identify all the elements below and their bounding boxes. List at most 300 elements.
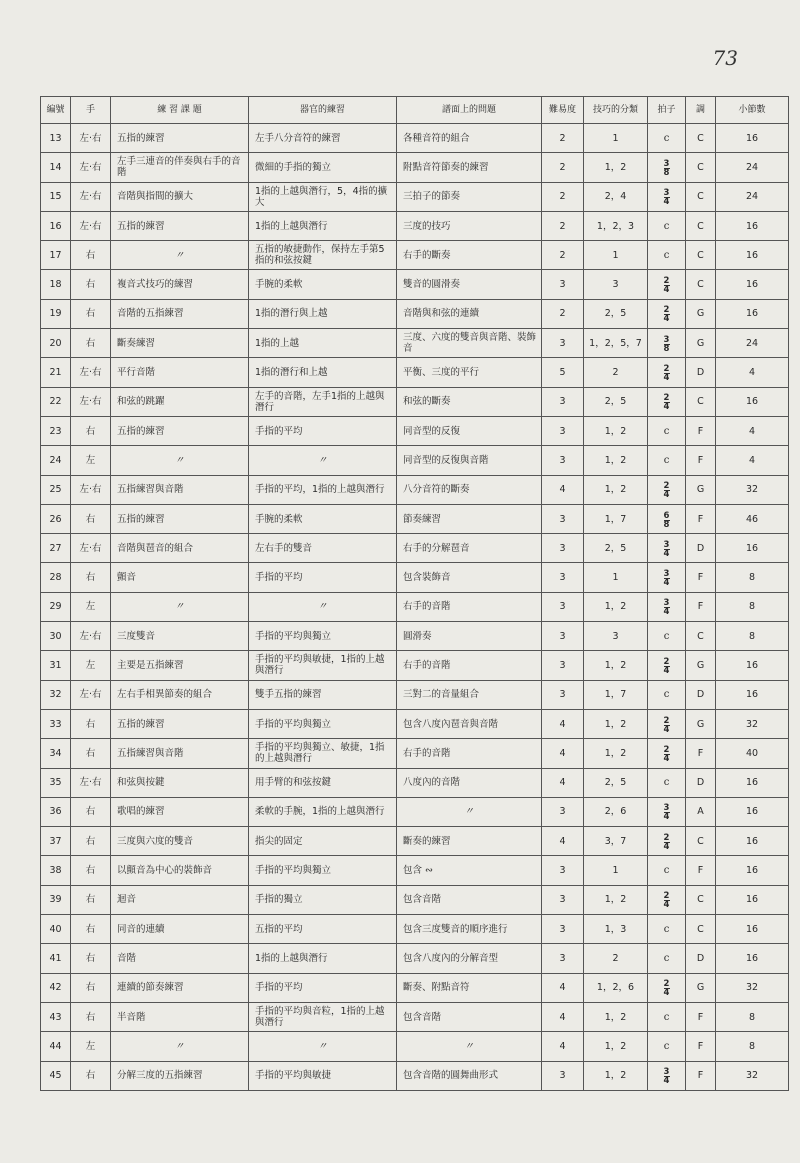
row-skill: 1，7 (584, 504, 648, 533)
row-hand: 右 (71, 973, 111, 1002)
row-bars: 16 (716, 827, 789, 856)
row-difficulty: 3 (542, 387, 584, 416)
row-key: G (686, 329, 716, 358)
table-row (41, 504, 789, 533)
row-bars: 16 (716, 915, 789, 944)
row-bars: 24 (716, 329, 789, 358)
row-key: F (686, 856, 716, 885)
row-topic: 五指的練習 (111, 211, 249, 240)
table-row (41, 973, 789, 1002)
row-topic: 平行音階 (111, 358, 249, 387)
header-organ: 器官的練習 (249, 97, 397, 124)
row-hand: 左·右 (71, 387, 111, 416)
row-key: G (686, 651, 716, 680)
table-row (41, 563, 789, 592)
row-meter (648, 182, 686, 211)
row-key: C (686, 153, 716, 182)
row-difficulty: 3 (542, 944, 584, 973)
row-problem: 斷奏的練習 (397, 827, 542, 856)
table-row (41, 827, 789, 856)
time-signature: $\frac{2}{4}$ (663, 979, 670, 999)
header-difficulty: 難易度 (542, 97, 584, 124)
row-key: D (686, 768, 716, 797)
row-key: G (686, 299, 716, 328)
row-topic: 音階與指間的擴大 (111, 182, 249, 211)
header-problem: 譜面上的問題 (397, 97, 542, 124)
row-number: 28 (41, 563, 71, 592)
row-key: C (686, 622, 716, 651)
row-topic: 斷奏練習 (111, 329, 249, 358)
row-topic: 三度與六度的雙音 (111, 827, 249, 856)
table-row (41, 270, 789, 299)
row-skill: 1 (584, 124, 648, 153)
row-organ: 用手臂的和弦按鍵 (249, 768, 397, 797)
row-organ: 手指的獨立 (249, 885, 397, 914)
row-problem: 雙音的圓滑奏 (397, 270, 542, 299)
row-meter (648, 709, 686, 738)
row-difficulty: 4 (542, 739, 584, 768)
row-hand: 左·右 (71, 622, 111, 651)
table-row (41, 153, 789, 182)
row-key: F (686, 504, 716, 533)
row-bars: 32 (716, 475, 789, 504)
row-skill: 1，2，3 (584, 211, 648, 240)
row-difficulty: 2 (542, 211, 584, 240)
row-skill: 3，7 (584, 827, 648, 856)
row-skill: 2，6 (584, 797, 648, 826)
row-hand: 左 (71, 592, 111, 621)
row-organ: 手腕的柔軟 (249, 504, 397, 533)
row-bars: 40 (716, 739, 789, 768)
row-meter: c (648, 124, 686, 153)
row-topic: 音階 (111, 944, 249, 973)
row-hand: 右 (71, 504, 111, 533)
row-difficulty: 3 (542, 329, 584, 358)
row-difficulty: 3 (542, 797, 584, 826)
row-organ: 左右手的雙音 (249, 534, 397, 563)
row-bars: 8 (716, 622, 789, 651)
row-topic: 和弦與按鍵 (111, 768, 249, 797)
row-problem: 各種音符的組合 (397, 124, 542, 153)
row-hand: 右 (71, 1002, 111, 1031)
row-skill: 2，5 (584, 534, 648, 563)
row-meter: c (648, 211, 686, 240)
row-organ: 五指的平均 (249, 915, 397, 944)
row-skill: 1，2 (584, 475, 648, 504)
row-problem: 平衡、三度的平行 (397, 358, 542, 387)
row-bars: 16 (716, 680, 789, 709)
row-problem: 〃 (397, 797, 542, 826)
row-difficulty: 4 (542, 827, 584, 856)
row-bars: 16 (716, 270, 789, 299)
row-bars: 16 (716, 885, 789, 914)
row-bars: 4 (716, 416, 789, 445)
row-problem: 八度內的音階 (397, 768, 542, 797)
row-number: 23 (41, 416, 71, 445)
row-skill: 1，2 (584, 1002, 648, 1031)
row-hand: 右 (71, 827, 111, 856)
row-key: C (686, 885, 716, 914)
row-key: F (686, 739, 716, 768)
row-meter: c (648, 768, 686, 797)
row-meter: c (648, 241, 686, 270)
row-problem: 三對二的音量組合 (397, 680, 542, 709)
row-meter (648, 1061, 686, 1090)
time-signature: $\frac{2}{4}$ (663, 656, 670, 676)
row-organ: 手指的平均與敏捷 (249, 1061, 397, 1090)
row-difficulty: 2 (542, 182, 584, 211)
row-problem: 包含音階的圓舞曲形式 (397, 1061, 542, 1090)
row-number: 36 (41, 797, 71, 826)
row-number: 42 (41, 973, 71, 1002)
row-problem: 音階與和弦的連續 (397, 299, 542, 328)
time-signature: $\frac{3}{8}$ (663, 334, 670, 354)
row-bars: 32 (716, 973, 789, 1002)
row-hand: 右 (71, 944, 111, 973)
row-key: C (686, 241, 716, 270)
row-meter (648, 797, 686, 826)
row-meter (648, 534, 686, 563)
row-key: G (686, 973, 716, 1002)
row-skill: 1，2 (584, 1061, 648, 1090)
row-meter: c (648, 856, 686, 885)
row-number: 33 (41, 709, 71, 738)
row-bars: 16 (716, 241, 789, 270)
table-row (41, 387, 789, 416)
row-difficulty: 3 (542, 446, 584, 475)
row-organ: 左手八分音符的練習 (249, 124, 397, 153)
row-problem: 右手的分解琶音 (397, 534, 542, 563)
row-hand: 左·右 (71, 534, 111, 563)
row-skill: 1，2 (584, 651, 648, 680)
row-skill: 1 (584, 856, 648, 885)
time-signature: $\frac{3}{4}$ (663, 1067, 670, 1087)
time-signature: $\frac{3}{4}$ (663, 598, 670, 618)
row-bars: 16 (716, 534, 789, 563)
row-key: C (686, 827, 716, 856)
row-meter (648, 270, 686, 299)
row-topic: 迴音 (111, 885, 249, 914)
table-row (41, 211, 789, 240)
row-bars: 16 (716, 124, 789, 153)
row-difficulty: 2 (542, 241, 584, 270)
row-meter (648, 651, 686, 680)
row-skill: 1 (584, 241, 648, 270)
row-organ: 1指的潛行與上越 (249, 299, 397, 328)
row-key: D (686, 944, 716, 973)
row-bars: 16 (716, 856, 789, 885)
row-meter (648, 592, 686, 621)
row-hand: 左·右 (71, 124, 111, 153)
row-number: 20 (41, 329, 71, 358)
row-key: F (686, 416, 716, 445)
header-topic: 練 習 課 題 (111, 97, 249, 124)
row-topic: 左右手相異節奏的組合 (111, 680, 249, 709)
row-topic: 音階的五指練習 (111, 299, 249, 328)
row-topic: 〃 (111, 1032, 249, 1061)
row-number: 32 (41, 680, 71, 709)
row-topic: 分解三度的五指練習 (111, 1061, 249, 1090)
row-key: C (686, 124, 716, 153)
table-row (41, 651, 789, 680)
row-meter (648, 504, 686, 533)
row-bars: 46 (716, 504, 789, 533)
time-signature: $\frac{2}{4}$ (663, 891, 670, 911)
row-skill: 2，4 (584, 182, 648, 211)
row-topic: 三度雙音 (111, 622, 249, 651)
row-organ: 手指的平均 (249, 973, 397, 1002)
row-number: 44 (41, 1032, 71, 1061)
row-organ: 手指的平均與音粒，1指的上越與潛行 (249, 1002, 397, 1031)
row-hand: 右 (71, 299, 111, 328)
row-difficulty: 3 (542, 885, 584, 914)
row-hand: 左 (71, 651, 111, 680)
row-hand: 右 (71, 885, 111, 914)
table-row (41, 534, 789, 563)
row-organ: 1指的上越與潛行 (249, 211, 397, 240)
row-difficulty: 2 (542, 153, 584, 182)
row-difficulty: 3 (542, 856, 584, 885)
row-problem: 同音型的反復與音階 (397, 446, 542, 475)
row-meter (648, 475, 686, 504)
row-topic: 五指練習與音階 (111, 739, 249, 768)
row-number: 29 (41, 592, 71, 621)
row-meter: c (648, 446, 686, 475)
row-meter: c (648, 1002, 686, 1031)
row-bars: 4 (716, 358, 789, 387)
row-hand: 左·右 (71, 153, 111, 182)
row-hand: 右 (71, 563, 111, 592)
page-number: 73 (712, 46, 738, 70)
row-hand: 右 (71, 329, 111, 358)
row-difficulty: 3 (542, 915, 584, 944)
time-signature: $\frac{2}{4}$ (663, 276, 670, 296)
row-difficulty: 3 (542, 563, 584, 592)
row-number: 45 (41, 1061, 71, 1090)
row-bars: 16 (716, 944, 789, 973)
row-organ: 手腕的柔軟 (249, 270, 397, 299)
row-organ: 1指的上越與潛行 (249, 944, 397, 973)
row-number: 24 (41, 446, 71, 475)
row-hand: 右 (71, 1061, 111, 1090)
table-row (41, 299, 789, 328)
row-organ: 手指的平均與獨立 (249, 709, 397, 738)
row-meter (648, 153, 686, 182)
row-problem: 右手的音階 (397, 739, 542, 768)
row-difficulty: 3 (542, 1061, 584, 1090)
row-problem: 〃 (397, 1032, 542, 1061)
row-topic: 以顫音為中心的裝飾音 (111, 856, 249, 885)
row-organ: 微細的手指的獨立 (249, 153, 397, 182)
row-key: D (686, 358, 716, 387)
row-topic: 半音階 (111, 1002, 249, 1031)
row-key: D (686, 534, 716, 563)
row-organ: 五指的敏捷動作，保持左手第5指的和弦按鍵 (249, 241, 397, 270)
row-organ: 手指的平均與獨立、敏捷，1指的上越與潛行 (249, 739, 397, 768)
row-key: C (686, 387, 716, 416)
row-organ: 〃 (249, 446, 397, 475)
row-meter (648, 387, 686, 416)
table-body (41, 124, 789, 1091)
row-meter: c (648, 416, 686, 445)
row-difficulty: 3 (542, 504, 584, 533)
row-problem: 右手的音階 (397, 651, 542, 680)
row-meter (648, 885, 686, 914)
row-topic: 主要是五指練習 (111, 651, 249, 680)
row-difficulty: 4 (542, 709, 584, 738)
row-problem: 同音型的反復 (397, 416, 542, 445)
table-row (41, 592, 789, 621)
row-skill: 1，7 (584, 680, 648, 709)
row-organ: 1指的上越與潛行，5，4指的擴大 (249, 182, 397, 211)
row-key: C (686, 270, 716, 299)
row-organ: 指尖的固定 (249, 827, 397, 856)
row-hand: 右 (71, 856, 111, 885)
row-problem: 圓滑奏 (397, 622, 542, 651)
row-number: 22 (41, 387, 71, 416)
row-skill: 1，2 (584, 446, 648, 475)
row-problem: 右手的音階 (397, 592, 542, 621)
row-bars: 16 (716, 211, 789, 240)
row-problem: 包含三度雙音的順序進行 (397, 915, 542, 944)
row-difficulty: 2 (542, 124, 584, 153)
row-skill: 3 (584, 270, 648, 299)
row-meter: c (648, 915, 686, 944)
row-meter (648, 299, 686, 328)
row-organ: 雙手五指的練習 (249, 680, 397, 709)
row-organ: 手指的平均 (249, 416, 397, 445)
row-key: C (686, 915, 716, 944)
row-number: 16 (41, 211, 71, 240)
row-number: 35 (41, 768, 71, 797)
header-number: 編號 (41, 97, 71, 124)
row-number: 13 (41, 124, 71, 153)
row-difficulty: 3 (542, 270, 584, 299)
row-number: 26 (41, 504, 71, 533)
row-bars: 16 (716, 797, 789, 826)
exercise-table-wrapper (40, 96, 788, 1091)
row-number: 39 (41, 885, 71, 914)
row-difficulty: 3 (542, 592, 584, 621)
row-topic: 複音式技巧的練習 (111, 270, 249, 299)
row-organ: 手指的平均，1指的上越與潛行 (249, 475, 397, 504)
row-meter (648, 827, 686, 856)
row-hand: 左·右 (71, 680, 111, 709)
row-skill: 1，3 (584, 915, 648, 944)
header-meter: 拍子 (648, 97, 686, 124)
row-number: 34 (41, 739, 71, 768)
row-hand: 右 (71, 915, 111, 944)
row-hand: 左·右 (71, 768, 111, 797)
row-key: C (686, 182, 716, 211)
time-signature: $\frac{3}{4}$ (663, 539, 670, 559)
row-organ: 手指的平均與獨立 (249, 856, 397, 885)
row-key: F (686, 563, 716, 592)
row-meter: c (648, 1032, 686, 1061)
row-problem: 節奏練習 (397, 504, 542, 533)
row-meter (648, 973, 686, 1002)
time-signature: $\frac{2}{4}$ (663, 481, 670, 501)
row-bars: 32 (716, 709, 789, 738)
time-signature: $\frac{3}{4}$ (663, 803, 670, 823)
row-organ: 左手的音階，左手1指的上越與潛行 (249, 387, 397, 416)
row-skill: 2，5 (584, 387, 648, 416)
row-number: 21 (41, 358, 71, 387)
table-row (41, 475, 789, 504)
row-hand: 右 (71, 416, 111, 445)
row-problem: 斷奏、附點音符 (397, 973, 542, 1002)
row-organ: 柔軟的手腕，1指的上越與潛行 (249, 797, 397, 826)
row-skill: 1，2 (584, 416, 648, 445)
row-topic: 〃 (111, 446, 249, 475)
row-organ: 1指的潛行和上越 (249, 358, 397, 387)
table-row (41, 797, 789, 826)
row-difficulty: 3 (542, 651, 584, 680)
row-bars: 8 (716, 1032, 789, 1061)
row-number: 25 (41, 475, 71, 504)
row-problem: 和弦的斷奏 (397, 387, 542, 416)
row-skill: 1，2，6 (584, 973, 648, 1002)
row-topic: 五指的練習 (111, 124, 249, 153)
table-row (41, 709, 789, 738)
row-skill: 1，2 (584, 885, 648, 914)
table-row (41, 124, 789, 153)
row-key: F (686, 446, 716, 475)
row-problem: 包含八度內的分解音型 (397, 944, 542, 973)
row-bars: 8 (716, 563, 789, 592)
row-bars: 32 (716, 1061, 789, 1090)
row-key: A (686, 797, 716, 826)
row-meter: c (648, 622, 686, 651)
row-topic: 五指練習與音階 (111, 475, 249, 504)
row-organ: 手指的平均與敏捷，1指的上越與潛行 (249, 651, 397, 680)
row-number: 17 (41, 241, 71, 270)
time-signature: $\frac{2}{4}$ (663, 832, 670, 852)
row-organ: 〃 (249, 592, 397, 621)
row-bars: 16 (716, 299, 789, 328)
time-signature: $\frac{2}{4}$ (663, 715, 670, 735)
row-topic: 五指的練習 (111, 416, 249, 445)
row-problem: 三度、六度的雙音與音階、裝飾音 (397, 329, 542, 358)
row-skill: 1，2 (584, 1032, 648, 1061)
row-bars: 24 (716, 153, 789, 182)
row-meter (648, 358, 686, 387)
row-skill: 2，5 (584, 299, 648, 328)
row-topic: 左手三連音的伴奏與右手的音階 (111, 153, 249, 182)
row-number: 15 (41, 182, 71, 211)
row-topic: 同音的連續 (111, 915, 249, 944)
row-topic: 顫音 (111, 563, 249, 592)
row-organ: 手指的平均 (249, 563, 397, 592)
row-problem: 三度的技巧 (397, 211, 542, 240)
row-number: 14 (41, 153, 71, 182)
row-bars: 16 (716, 387, 789, 416)
row-organ: 〃 (249, 1032, 397, 1061)
row-hand: 右 (71, 709, 111, 738)
row-key: F (686, 1061, 716, 1090)
table-row (41, 446, 789, 475)
row-number: 43 (41, 1002, 71, 1031)
row-meter (648, 329, 686, 358)
row-skill: 1，2 (584, 709, 648, 738)
row-topic: 五指的練習 (111, 709, 249, 738)
row-bars: 16 (716, 651, 789, 680)
row-hand: 左·右 (71, 182, 111, 211)
row-hand: 左·右 (71, 475, 111, 504)
row-hand: 左 (71, 446, 111, 475)
row-bars: 16 (716, 768, 789, 797)
table-row (41, 885, 789, 914)
